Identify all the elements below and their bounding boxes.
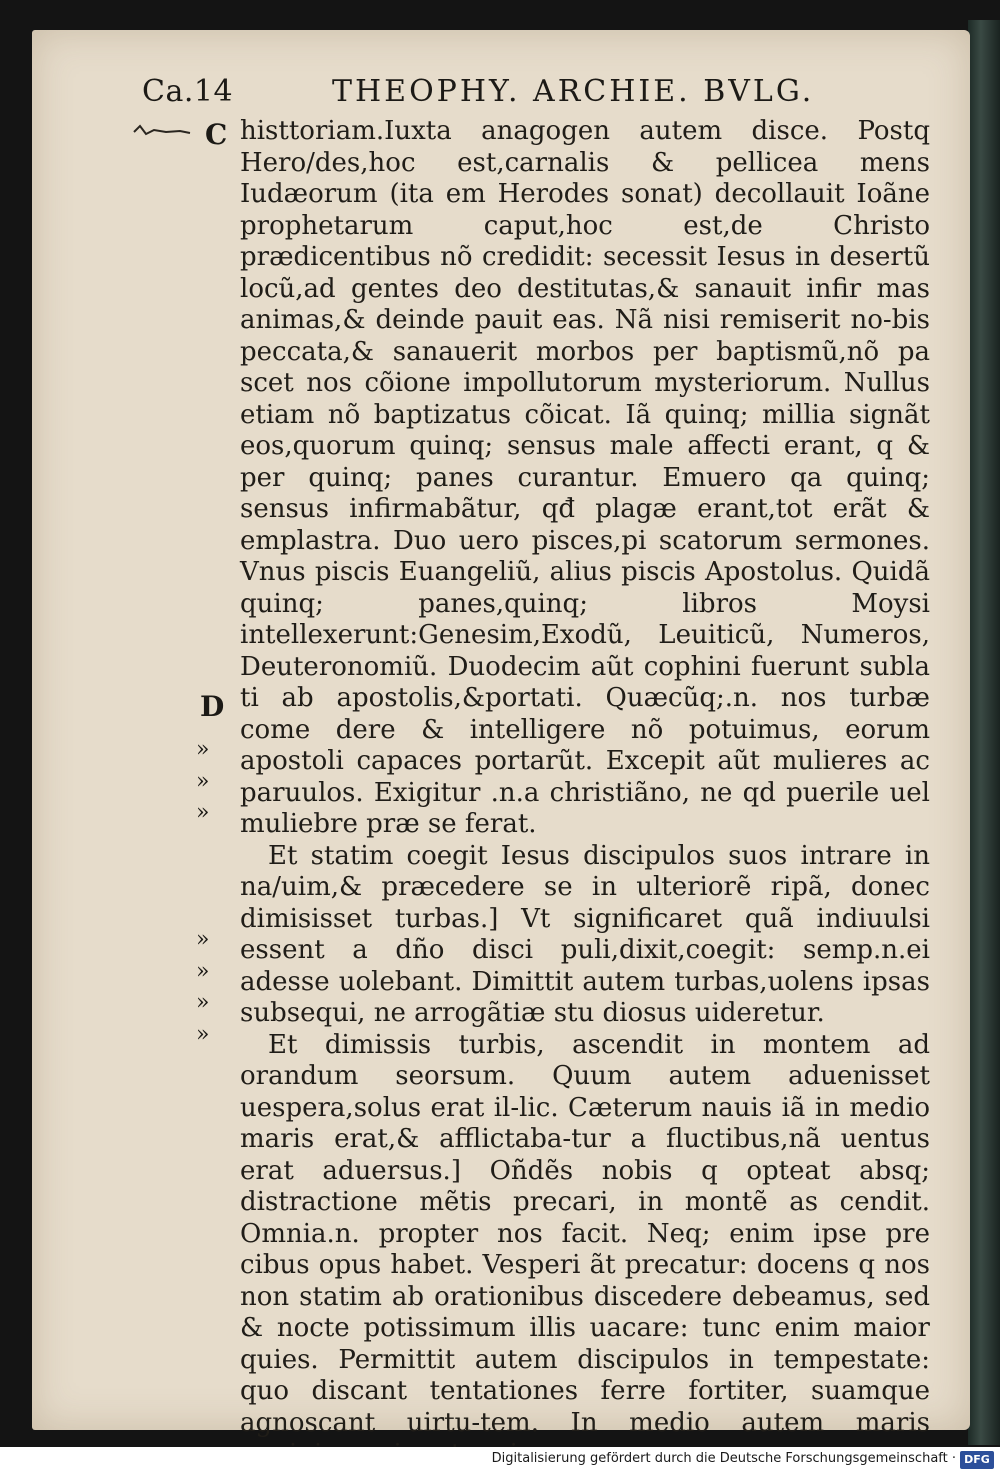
footer-credit: Digitalisierung gefördert durch die Deutsche Forschungsgemeinschaft · <box>491 1451 956 1466</box>
quote-marks-column-2 <box>196 924 236 1050</box>
body-text <box>240 116 930 1471</box>
dfg-logo-icon: DFG <box>960 1451 994 1469</box>
quote-mark: » <box>196 768 210 794</box>
quote-mark: » <box>196 1021 210 1047</box>
quote-marks-column-1 <box>196 734 236 829</box>
margin-marker-d: D <box>200 690 225 723</box>
footer-bar <box>0 1447 1000 1474</box>
paragraph-gospel-verse-2: Et dimissis turbis, ascendit in montem ad orandum seorsum. Quum autem aduenisset uespera,solus erat il-lic. Cæterum nauis iã in medio maris erat,& afflictaba-tur a fluctibus,nã uentus erat aduersus.] Oñdẽs nobis q opteat absq; distractione mẽtis precari, in montẽ as cendit. Omnia.n. propter nos facit. Neq; enim ipse pre cibus opus habet. Vesperi ãt precatur: docens q nos non statim ab orationibus discedere debeamus, sed & nocte potissimum illis uacare: tunc enim maior quies. Permittit autem discipulos in tempestate: quo discant tentationes ferre fortiter, suamque agnoscant uirtu-tem. In medio autem maris <box>240 1029 930 1438</box>
quote-mark: » <box>196 958 210 984</box>
margin-marker-c: C <box>205 118 228 151</box>
quote-mark: » <box>196 990 210 1015</box>
chapter-label: Ca.14 <box>142 74 234 109</box>
quote-mark: » <box>196 927 210 952</box>
running-title: THEOPHY. ARCHIE. BVLG. <box>332 74 815 109</box>
page-header <box>142 74 982 114</box>
book-edge <box>968 20 1000 1445</box>
ink-scribble-icon <box>132 120 192 138</box>
quote-mark: » <box>196 737 210 762</box>
paragraph-commentary: histtoriam.Iuxta anagogen autem disce. Postq Hero/des,hoc est,carnalis & pellicea mens Iudæorum (ita em Herodes sonat) decollauit Ioãne prophetarum caput,hoc est,de Christo prædicentibus nõ credidit: secessit Iesus in desertũ locũ,ad gentes deo destitutas,& sanauit infir mas animas,& deinde pauit eas. Nã nisi remiserit no-bis peccata,& sanauerit morbos per baptismũ,nõ pa scet nos cõione impollutorum mysteriorum. Nullus etiam nõ baptizatus cõicat. Iã quinq; millia signãt eos,quorum quinq; sensus male affecti erant, q & per quinq; panes curantur. Emuero qa quinq; sensus infirmabãtur, qđ plagæ erant,tot erãt & emplastra. Duo uero pisces,pi scatorum sermones. Vnus piscis Euangeliũ, alius piscis Apostolus. Quidã quinq; panes,quinq; libros Moysi intellexerunt:Genesim,Exodũ, Leuiticũ, Numeros, Deuteronomiũ. Duodecim aũt cophini fuerunt subla ti ab apostolis,&portati. Quæcũq;.n. nos turbæ come dere & intelligere nõ potuimus, eorum apostoli capaces portarũt. Excepit aũt mulieres ac paruulos. Exigitur .n.a christiãno, ne qd puerile uel muliebre præ se ferat. <box>240 116 930 839</box>
quote-mark: » <box>196 800 210 825</box>
paragraph-gospel-verse-1: Et statim coegit Iesus discipulos suos intrare in na/uim,& præcedere se in ulteriorẽ ripã, donec dimisisset turbas.] Vt significaret quã indiuulsi essent a dño disci puli,dixit,coegit: semp.n.ei adesse uolebant. Dimittit autem turbas,uolens ipsas subsequi, ne arrogãtiæ stu diosus uideretur. <box>240 840 930 1028</box>
